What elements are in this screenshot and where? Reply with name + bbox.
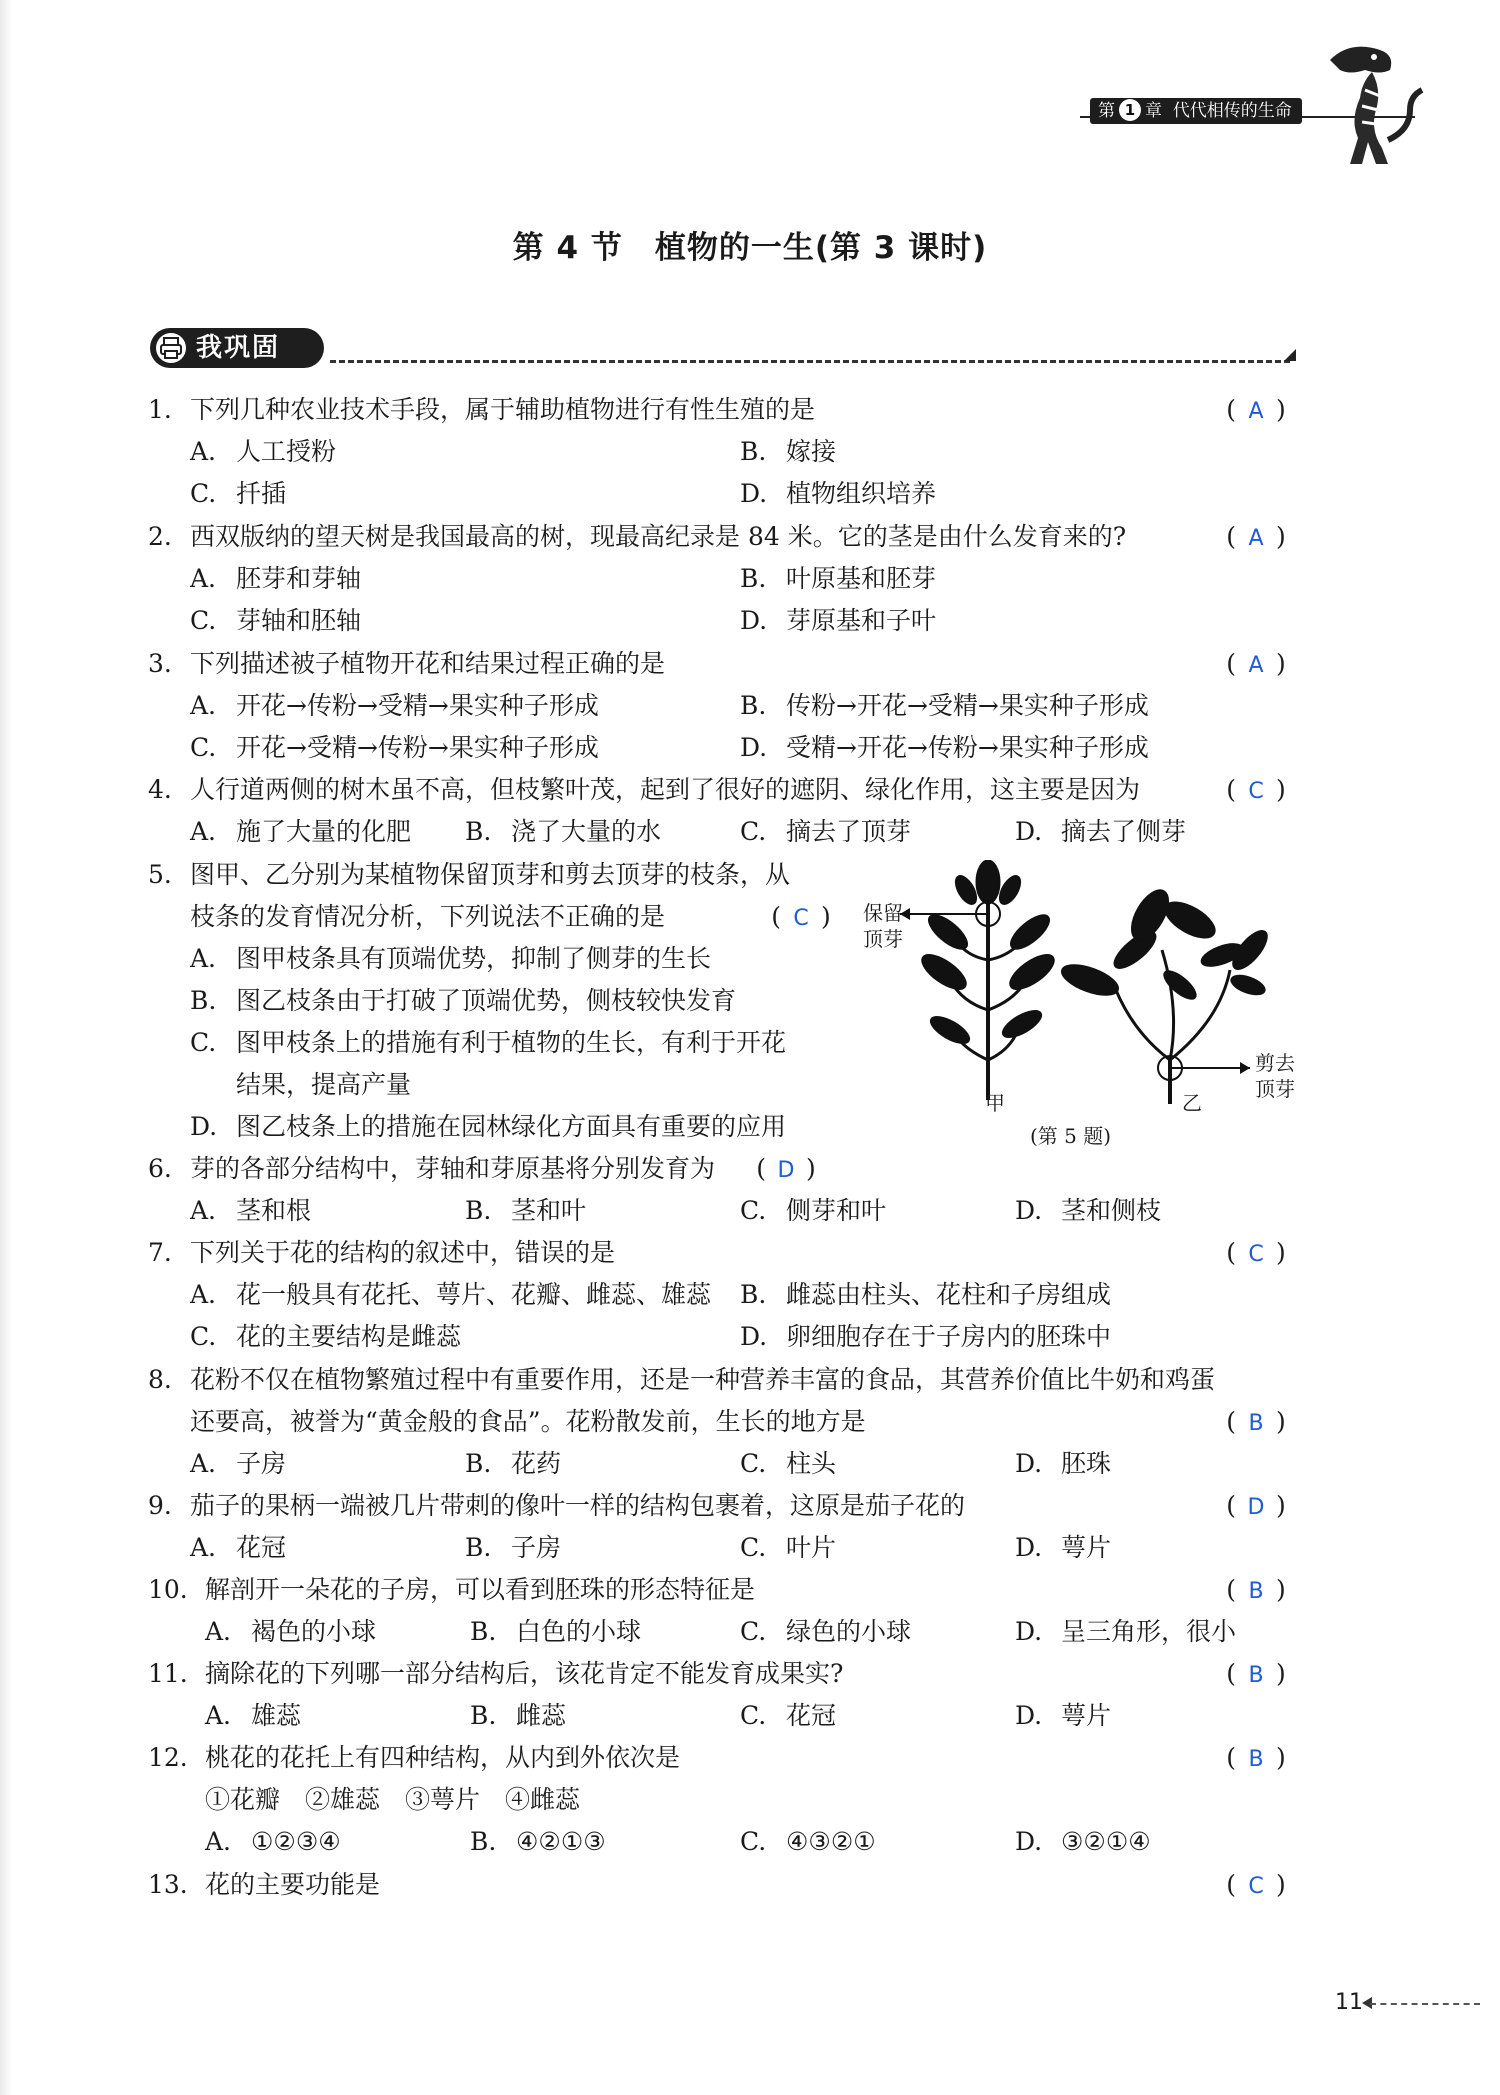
- option: [740, 605, 936, 637]
- answer-letter: C: [1248, 779, 1264, 804]
- question-stem: 花粉不仅在植物繁殖过程中有重要作用，还是一种营养丰富的食品，其营养价值比牛奶和鸡蛋: [190, 1365, 1216, 1394]
- option-letter: A.: [190, 1280, 217, 1309]
- option-letter: D.: [740, 606, 768, 635]
- question-stem: 茄子的果柄一端被几片带刺的像叶一样的结构包裹着，这原是茄子花的: [190, 1491, 966, 1520]
- question-number: 11.: [148, 1659, 188, 1688]
- question-stem: 还要高，被誉为“黄金般的食品”。花粉散发前，生长的地方是: [190, 1407, 866, 1436]
- option-letter: A.: [205, 1617, 232, 1646]
- option: [1015, 816, 1186, 848]
- option-letter: A.: [190, 1533, 217, 1562]
- option: [205, 1700, 301, 1732]
- question-stem: 图甲、乙分别为某植物保留顶芽和剪去顶芽的枝条，从: [190, 860, 791, 889]
- option-letter: A.: [205, 1701, 232, 1730]
- section-badge: [150, 328, 324, 368]
- option-text: 萼片: [1061, 1701, 1112, 1730]
- option: [190, 943, 711, 975]
- option-letter: D.: [190, 1112, 218, 1141]
- option: [190, 1027, 786, 1059]
- option-text: 褐色的小球: [251, 1617, 377, 1646]
- answer-bracket: ( B ): [1215, 1574, 1297, 1608]
- option-letter: C.: [740, 1617, 767, 1646]
- answer-letter: B: [1248, 1663, 1264, 1688]
- option: [470, 1826, 606, 1858]
- option-letter: B.: [740, 437, 767, 466]
- question-stem: 芽的各部分结构中，芽轴和芽原基将分别发育为: [190, 1154, 716, 1183]
- option-letter: C.: [740, 1827, 767, 1856]
- option: [190, 985, 736, 1017]
- figure-label-keep-top-bud: 保留 顶芽: [863, 901, 903, 951]
- option-text: 子房: [511, 1533, 562, 1562]
- plant-branches-figure: [850, 860, 1310, 1140]
- option-text: 开花→受精→传粉→果实种子形成: [236, 733, 599, 762]
- option-letter: D.: [1015, 1701, 1043, 1730]
- answer-bracket: ( A ): [1215, 521, 1297, 555]
- answer-bracket: ( B ): [1215, 1406, 1297, 1440]
- question-stem: 枝条的发育情况分析，下列说法不正确的是: [190, 902, 666, 931]
- option-text: 雌蕊由柱头、花柱和子房组成: [786, 1280, 1112, 1309]
- option: [470, 1616, 641, 1648]
- tiger-mascot-icon: [1310, 30, 1430, 170]
- question-stem: ①花瓣 ②雄蕊 ③萼片 ④雌蕊: [205, 1785, 581, 1814]
- option-letter: D.: [1015, 817, 1043, 846]
- chapter-number: 1: [1119, 99, 1141, 121]
- option-text: 花一般具有花托、萼片、花瓣、雌蕊、雄蕊: [236, 1280, 712, 1309]
- option-text: 图乙枝条上的措施在园林绿化方面具有重要的应用: [236, 1112, 787, 1141]
- answer-letter: B: [1248, 1747, 1264, 1772]
- plant-jia: [916, 860, 1059, 1100]
- option-text: 传粉→开花→受精→果实种子形成: [786, 691, 1149, 720]
- option-text: 子房: [236, 1449, 287, 1478]
- option-text: 花冠: [786, 1701, 837, 1730]
- option: [740, 1195, 886, 1227]
- option-letter: C.: [740, 1196, 767, 1225]
- option-text: 绿色的小球: [786, 1617, 912, 1646]
- option-letter: B.: [465, 1449, 492, 1478]
- option-letter: C.: [190, 1322, 217, 1351]
- option-letter: B.: [470, 1617, 497, 1646]
- option-text: 图甲枝条上的措施有利于植物的生长，有利于开花: [236, 1028, 787, 1057]
- option: [1015, 1448, 1111, 1480]
- option-letter: A.: [190, 944, 217, 973]
- page-dash-line: [1370, 2003, 1480, 2005]
- option-text: 受精→开花→传粉→果实种子形成: [786, 733, 1149, 762]
- page-number: 11: [1335, 1990, 1363, 2015]
- option: [205, 1616, 376, 1648]
- option: [190, 563, 361, 595]
- option-letter: D.: [740, 479, 768, 508]
- question-number: 7.: [148, 1238, 172, 1267]
- answer-letter: B: [1248, 1579, 1264, 1604]
- option-letter: D.: [740, 1322, 768, 1351]
- figure-label-jia: 甲: [985, 1091, 1005, 1115]
- option-letter: D.: [1015, 1533, 1043, 1562]
- option-letter: A.: [190, 1196, 217, 1225]
- option-letter: B.: [740, 564, 767, 593]
- question-stem: 解剖开一朵花的子房，可以看到胚珠的形态特征是: [205, 1575, 756, 1604]
- printer-icon: [156, 333, 186, 363]
- option-letter: B.: [740, 691, 767, 720]
- option: [465, 1448, 561, 1480]
- option: [1015, 1195, 1161, 1227]
- answer-bracket: ( D ): [745, 1153, 827, 1187]
- option-text: 雄蕊: [251, 1701, 302, 1730]
- answer-bracket: ( C ): [760, 901, 842, 935]
- answer-bracket: ( C ): [1215, 774, 1297, 808]
- option-text: ①②③④: [251, 1827, 341, 1856]
- option-text: 摘去了顶芽: [786, 817, 912, 846]
- option-text: ④②①③: [516, 1827, 606, 1856]
- option-text: 胚芽和芽轴: [236, 564, 362, 593]
- option-text: 雌蕊: [516, 1701, 567, 1730]
- question-stem: 人行道两侧的树木虽不高，但枝繁叶茂，起到了很好的遮阴、绿化作用，这主要是因为: [190, 775, 1141, 804]
- option-text: 白色的小球: [516, 1617, 642, 1646]
- answer-letter: C: [793, 906, 809, 931]
- option-letter: D.: [740, 733, 768, 762]
- option: [190, 605, 361, 637]
- option-letter: A.: [190, 564, 217, 593]
- option-letter: D.: [1015, 1196, 1043, 1225]
- option-text: 叶原基和胚芽: [786, 564, 937, 593]
- option-text: 芽轴和胚轴: [236, 606, 362, 635]
- option-text: 茎和叶: [511, 1196, 587, 1225]
- option: [1015, 1532, 1111, 1564]
- question-stem: 摘除花的下列哪一部分结构后，该花肯定不能发育成果实?: [205, 1659, 844, 1688]
- option-text: 茎和侧枝: [1061, 1196, 1162, 1225]
- question-number: 8.: [148, 1365, 172, 1394]
- answer-letter: C: [1248, 1242, 1264, 1267]
- option: [1015, 1826, 1151, 1858]
- option-letter: C.: [740, 1701, 767, 1730]
- answer-letter: D: [1247, 1495, 1265, 1520]
- option: [190, 1069, 411, 1101]
- option: [740, 732, 1149, 764]
- option: [190, 816, 411, 848]
- section-rule: [330, 360, 1290, 363]
- chapter-prefix: 第: [1098, 101, 1115, 121]
- option-letter: D.: [1015, 1449, 1043, 1478]
- answer-letter: D: [777, 1158, 795, 1183]
- option-text: 胚珠: [1061, 1449, 1112, 1478]
- book-spine-shadow: [0, 0, 12, 2095]
- option-text: 花的主要结构是雌蕊: [236, 1322, 462, 1351]
- option: [190, 1321, 461, 1353]
- chapter-suffix: 章: [1145, 101, 1162, 121]
- option-letter: A.: [190, 817, 217, 846]
- option-letter: C.: [740, 1533, 767, 1562]
- option: [740, 816, 911, 848]
- option: [190, 436, 336, 468]
- answer-bracket: ( D ): [1215, 1490, 1297, 1524]
- option: [740, 690, 1149, 722]
- option-text: 萼片: [1061, 1533, 1112, 1562]
- option-text: ④③②①: [786, 1827, 876, 1856]
- option: [190, 732, 599, 764]
- question-stem: 下列描述被子植物开花和结果过程正确的是: [190, 649, 666, 678]
- option: [740, 1448, 836, 1480]
- option-letter: B.: [465, 817, 492, 846]
- option: [740, 478, 936, 510]
- option: [740, 1700, 836, 1732]
- question-stem: 下列关于花的结构的叙述中，错误的是: [190, 1238, 616, 1267]
- option: [465, 1195, 586, 1227]
- question-number: 13.: [148, 1870, 188, 1899]
- option-text: 芽原基和子叶: [786, 606, 937, 635]
- answer-bracket: ( B ): [1215, 1742, 1297, 1776]
- option-text: 侧芽和叶: [786, 1196, 887, 1225]
- question-stem: 桃花的花托上有四种结构，从内到外依次是: [205, 1743, 681, 1772]
- option: [740, 563, 936, 595]
- option: [1015, 1616, 1236, 1648]
- option-text: 施了大量的化肥: [236, 817, 412, 846]
- option-text: 图乙枝条由于打破了顶端优势，侧枝较快发育: [236, 986, 737, 1015]
- answer-letter: A: [1248, 526, 1264, 551]
- option: [465, 816, 661, 848]
- option-letter: C.: [190, 1028, 217, 1057]
- option-text: 柱头: [786, 1449, 837, 1478]
- option-text: 叶片: [786, 1533, 837, 1562]
- option-text: 摘去了侧芽: [1061, 817, 1187, 846]
- answer-bracket: ( C ): [1215, 1237, 1297, 1271]
- question-number: 1.: [148, 395, 172, 424]
- option: [190, 478, 286, 510]
- figure-label-cut-top-bud: 剪去 顶芽: [1255, 1051, 1295, 1101]
- option: [205, 1826, 341, 1858]
- option: [190, 1195, 311, 1227]
- option-letter: B.: [740, 1280, 767, 1309]
- option: [470, 1700, 566, 1732]
- section-rule-arrow-icon: [1284, 349, 1296, 361]
- option-text: 结果，提高产量: [236, 1070, 412, 1099]
- figure-label-yi: 乙: [1182, 1091, 1202, 1115]
- question-number: 2.: [148, 522, 172, 551]
- question-stem: 西双版纳的望天树是我国最高的树，现最高纪录是 84 米。它的茎是由什么发育来的?: [190, 522, 1127, 551]
- option-text: 浇了大量的水: [511, 817, 662, 846]
- option: [740, 436, 836, 468]
- question-number: 9.: [148, 1491, 172, 1520]
- option-text: 卵细胞存在于子房内的胚珠中: [786, 1322, 1112, 1351]
- question-number: 12.: [148, 1743, 188, 1772]
- option: [740, 1532, 836, 1564]
- answer-letter: A: [1248, 653, 1264, 678]
- answer-letter: C: [1248, 1874, 1264, 1899]
- option-text: 扦插: [236, 479, 287, 508]
- option-letter: A.: [190, 691, 217, 720]
- question-number: 4.: [148, 775, 172, 804]
- option-letter: C.: [740, 817, 767, 846]
- option-text: 图甲枝条具有顶端优势，抑制了侧芽的生长: [236, 944, 712, 973]
- option-text: 呈三角形，很小: [1061, 1617, 1237, 1646]
- option: [190, 1532, 286, 1564]
- option-letter: D.: [1015, 1827, 1043, 1856]
- option: [190, 1279, 711, 1311]
- answer-bracket: ( A ): [1215, 648, 1297, 682]
- option: [190, 1448, 286, 1480]
- option-text: 茎和根: [236, 1196, 312, 1225]
- option: [740, 1826, 876, 1858]
- option-letter: A.: [205, 1827, 232, 1856]
- answer-bracket: ( A ): [1215, 394, 1297, 428]
- chapter-title: 代代相传的生命: [1172, 101, 1292, 121]
- figure-caption: (第 5 题): [1030, 1124, 1112, 1148]
- option-letter: B.: [465, 1196, 492, 1225]
- option-letter: C.: [190, 606, 217, 635]
- answer-letter: A: [1248, 399, 1264, 424]
- question-number: 6.: [148, 1154, 172, 1183]
- option-letter: A.: [190, 437, 217, 466]
- option-letter: A.: [190, 1449, 217, 1478]
- answer-bracket: ( B ): [1215, 1658, 1297, 1692]
- answer-bracket: ( C ): [1215, 1869, 1297, 1903]
- page-title: 第 4 节 植物的一生(第 3 课时): [512, 230, 988, 266]
- question-number: 3.: [148, 649, 172, 678]
- option: [740, 1279, 1111, 1311]
- option-letter: B.: [470, 1701, 497, 1730]
- option-letter: C.: [190, 479, 217, 508]
- option: [465, 1532, 561, 1564]
- option-text: 人工授粉: [236, 437, 337, 466]
- question-stem: 花的主要功能是: [205, 1870, 381, 1899]
- option-text: 嫁接: [786, 437, 837, 466]
- question-number: 5.: [148, 860, 172, 889]
- option-text: 花药: [511, 1449, 562, 1478]
- option-text: 植物组织培养: [786, 479, 937, 508]
- option: [190, 690, 599, 722]
- chapter-badge: [1090, 98, 1302, 124]
- question-number: 10.: [148, 1575, 188, 1604]
- option-text: 开花→传粉→受精→果实种子形成: [236, 691, 599, 720]
- option: [740, 1616, 911, 1648]
- option: [190, 1111, 786, 1143]
- option-letter: B.: [190, 986, 217, 1015]
- option-letter: C.: [740, 1449, 767, 1478]
- option-letter: B.: [470, 1827, 497, 1856]
- option-letter: C.: [190, 733, 217, 762]
- option: [740, 1321, 1111, 1353]
- answer-letter: B: [1248, 1411, 1264, 1436]
- option: [1015, 1700, 1111, 1732]
- option-letter: B.: [465, 1533, 492, 1562]
- option-text: 花冠: [236, 1533, 287, 1562]
- section-title: 我巩固: [196, 333, 281, 363]
- option-text: ③②①④: [1061, 1827, 1151, 1856]
- question-stem: 下列几种农业技术手段，属于辅助植物进行有性生殖的是: [190, 395, 816, 424]
- option-letter: D.: [1015, 1617, 1043, 1646]
